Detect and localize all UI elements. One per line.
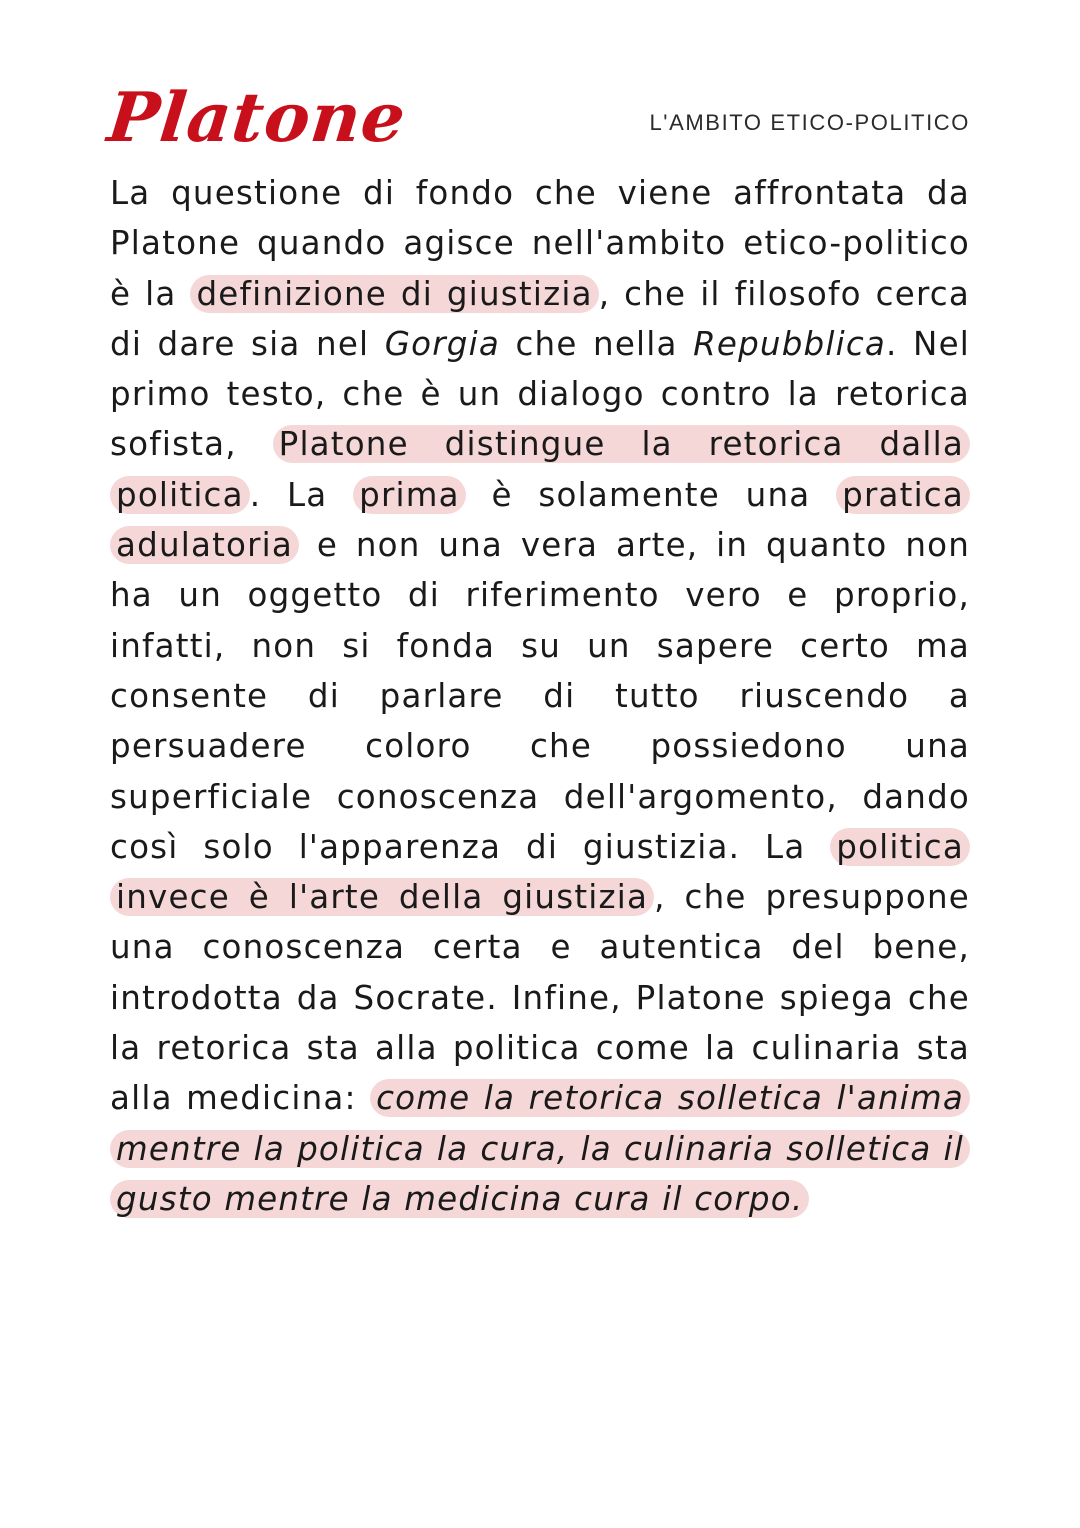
text-segment: . Nel primo testo, che è un dialogo contro la retorica sofista, (110, 324, 970, 464)
text-segment: , che il filosofo cerca di dare sia nel (110, 274, 970, 363)
section-label: L'AMBITO ETICO-POLITICO (649, 110, 970, 135)
text-segment: è solamente una (465, 475, 837, 514)
highlight-definizione: definizione di giustizia (190, 275, 598, 313)
highlight-distingue: Platone distingue la retorica dalla politica (110, 425, 970, 513)
page-title: Platone (104, 78, 410, 158)
text-segment: . La (249, 475, 354, 514)
highlight-prima: prima (353, 476, 466, 514)
italic-gorgia: Gorgia (384, 324, 500, 363)
highlight-pratica: pratica adulatoria (110, 476, 970, 564)
highlight-politica: politica invece è l'arte della giustizia (110, 828, 970, 916)
text-segment: che nella (499, 324, 694, 363)
body-paragraph (110, 168, 970, 1224)
text-segment: e non una vera arte, in quanto non ha un oggetto di riferimento vero e proprio, infatti, non si fonda su un sapere certo ma consente di parlare di tutto riuscendo a persuadere coloro che possiedono una superficiale conoscenza dell'argomento, dando così solo l'apparenza di giustizia. La (110, 526, 970, 866)
italic-repubblica: Repubblica (693, 324, 887, 363)
text-segment: , che presuppone una conoscenza certa e autentica del bene, introdotta da Socrate. Infine, Platone spiega che la retorica sta alla politica come la culinaria sta alla medicina: (110, 878, 970, 1118)
text-segment: La questione di fondo che viene affrontata da Platone quando agisce nell'ambito etico-politico è la (110, 174, 970, 313)
highlight-conclusion: come la retorica solletica l'anima mentre la politica la cura, la culinaria solletica il gusto mentre la medicina cura il corpo. (110, 1079, 970, 1218)
